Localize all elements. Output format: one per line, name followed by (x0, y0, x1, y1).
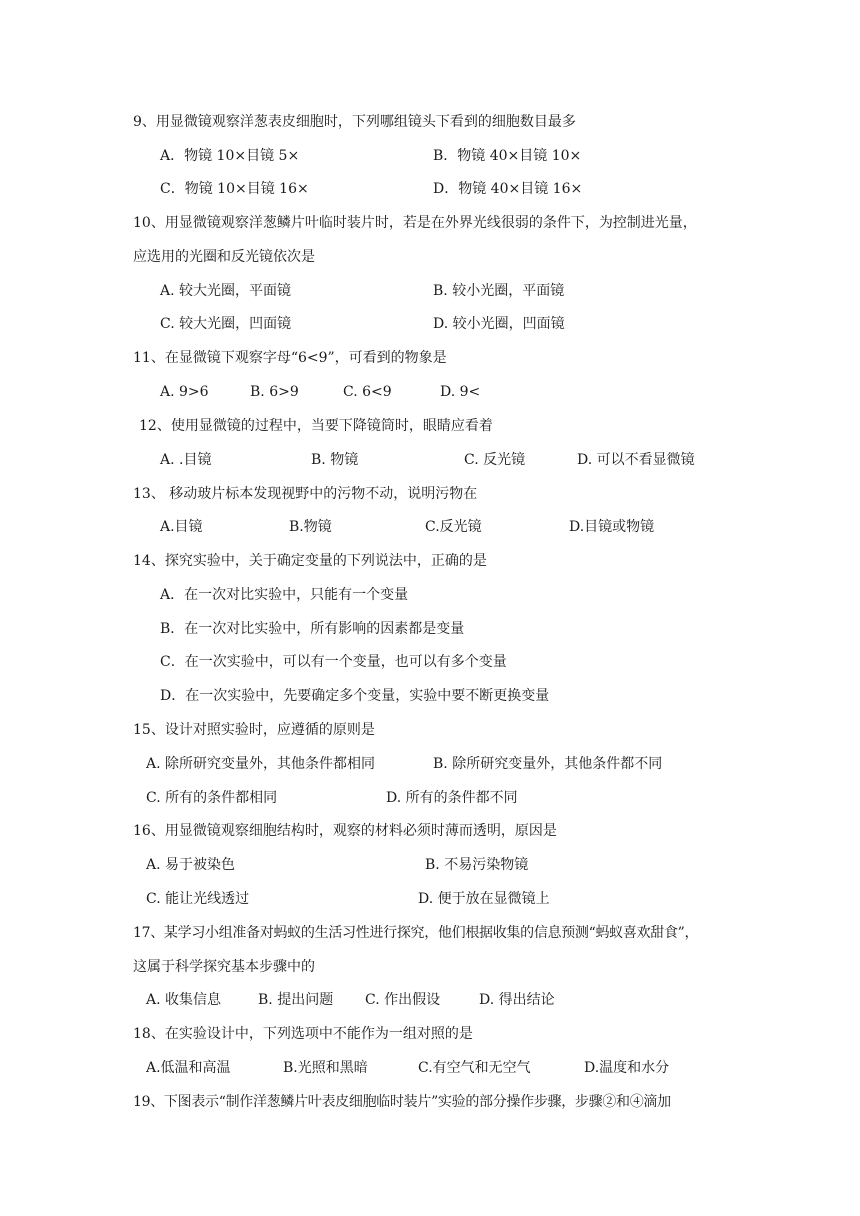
question-13-option-c: C.反光镜 (425, 519, 482, 535)
question-17-option-b: B. 提出问题 (258, 992, 334, 1008)
question-11-option-c: C. 6<9 (343, 384, 392, 400)
question-12-option-c: C. 反光镜 (464, 452, 526, 468)
question-17-option-c: C. 作出假设 (365, 992, 441, 1008)
question-10-stem-line-1: 10、用显微镜观察洋葱鳞片叶临时装片时，若是在外界光线很弱的条件下，为控制进光量， (133, 215, 697, 231)
question-18-option-a: A.低温和高温 (146, 1060, 231, 1076)
question-12-option-a: A. .目镜 (160, 452, 212, 468)
question-14-stem: 14、探究实验中，关于确定变量的下列说法中，正确的是 (133, 553, 487, 569)
question-14-option-c: C．在一次实验中，可以有一个变量，也可以有多个变量 (160, 654, 507, 670)
question-12-option-b: B. 物镜 (311, 452, 359, 468)
question-11-option-b: B. 6>9 (250, 384, 299, 400)
question-12-option-d: D. 可以不看显微镜 (577, 452, 695, 468)
question-13-option-b: B.物镜 (289, 519, 332, 535)
question-16-option-b: B. 不易污染物镜 (425, 857, 529, 873)
question-9-option-c: C．物镜 10×目镜 16× (160, 181, 309, 197)
question-15-option-d: D. 所有的条件都不同 (386, 790, 518, 806)
question-18-option-d: D.温度和水分 (584, 1060, 670, 1076)
question-13-option-d: D.目镜或物镜 (569, 519, 655, 535)
question-18-stem: 18、在实验设计中，下列选项中不能作为一组对照的是 (133, 1026, 473, 1042)
question-17-stem-line-2: 这属于科学探究基本步骤中的 (133, 959, 315, 975)
question-15-option-a: A. 除所研究变量外，其他条件都相同 (146, 756, 376, 772)
question-13-stem: 13、 移动玻片标本发现视野中的污物不动，说明污物在 (133, 486, 478, 502)
question-16-stem: 16、用显微镜观察细胞结构时，观察的材料必须时薄而透明，原因是 (133, 823, 557, 839)
question-15-option-b: B. 除所研究变量外，其他条件都不同 (433, 756, 663, 772)
question-9-option-d: D．物镜 40×目镜 16× (433, 181, 583, 197)
question-12-stem: 12、使用显微镜的过程中，当要下降镜筒时，眼睛应看着 (139, 418, 493, 434)
question-10-option-d: D. 较小光圈，凹面镜 (433, 316, 565, 332)
question-18-option-b: B.光照和黑暗 (283, 1060, 368, 1076)
question-16-option-d: D. 便于放在显微镜上 (418, 891, 550, 907)
question-19-stem: 19、下图表示“制作洋葱鳞片叶表皮细胞临时装片”实验的部分操作步骤，步骤②和④滴加 (133, 1094, 671, 1110)
question-17-stem-line-1: 17、某学习小组准备对蚂蚁的生活习性进行探究，他们根据收集的信息预测“蚂蚁喜欢甜食”， (133, 925, 699, 941)
question-15-option-c: C. 所有的条件都相同 (146, 790, 278, 806)
question-13-option-a: A.目镜 (160, 519, 203, 535)
question-17-option-d: D. 得出结论 (479, 992, 555, 1008)
question-9-option-a: A．物镜 10×目镜 5× (160, 148, 300, 164)
question-10-option-a: A. 较大光圈，平面镜 (160, 283, 292, 299)
question-15-stem: 15、设计对照实验时，应遵循的原则是 (133, 722, 375, 738)
question-14-option-d: D．在一次实验中，先要确定多个变量，实验中要不断更换变量 (160, 688, 550, 704)
question-14-option-a: A．在一次对比实验中，只能有一个变量 (160, 587, 409, 603)
question-10-option-b: B. 较小光圈，平面镜 (433, 283, 565, 299)
question-9-option-b: B．物镜 40×目镜 10× (433, 148, 582, 164)
question-11-option-d: D. 9< (440, 384, 481, 400)
question-16-option-a: A. 易于被染色 (146, 857, 236, 873)
question-18-option-c: C.有空气和无空气 (418, 1060, 531, 1076)
question-9-stem: 9、用显微镜观察洋葱表皮细胞时，下列哪组镜头下看到的细胞数目最多 (133, 114, 576, 130)
question-10-stem-line-2: 应选用的光圈和反光镜依次是 (133, 249, 315, 265)
question-16-option-c: C. 能让光线透过 (146, 891, 250, 907)
question-10-option-c: C. 较大光圈，凹面镜 (160, 316, 292, 332)
question-17-option-a: A. 收集信息 (146, 992, 222, 1008)
question-11-option-a: A. 9>6 (160, 384, 209, 400)
question-11-stem: 11、在显微镜下观察字母“6<9”，可看到的物象是 (133, 350, 447, 366)
question-14-option-b: B．在一次对比实验中，所有影响的因素都是变量 (160, 621, 465, 637)
